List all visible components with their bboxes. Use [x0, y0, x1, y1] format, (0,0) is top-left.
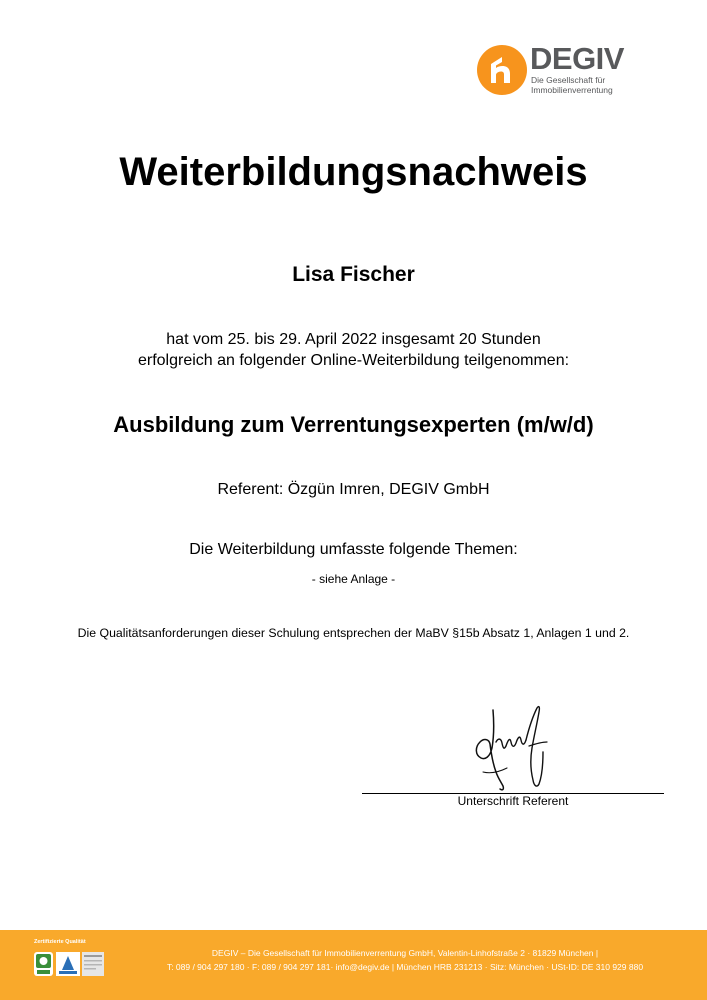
statement-line-1: hat vom 25. bis 29. April 2022 insgesamt 20 Stunden: [166, 331, 541, 348]
house-h-icon: [477, 45, 527, 95]
topics-intro: Die Weiterbildung umfasste folgende Themen:: [189, 541, 518, 558]
certification-seals-icon: [34, 950, 106, 978]
attendance-statement: [0, 329, 707, 371]
signature-label: Unterschrift Referent: [457, 794, 569, 808]
certificate-title: Weiterbildungsnachweis: [119, 150, 588, 194]
statement-line-2: erfolgreich an folgender Online-Weiterbildung teilgenommen:: [137, 352, 570, 369]
logo-wordmark: DEGIV: [530, 41, 624, 76]
footer-address-line: DEGIV – Die Gesellschaft für Immobilienverrentung GmbH, Valentin-Linhofstraße 2 · 81829 München |: [211, 948, 599, 958]
course-title: Ausbildung zum Verrentungsexperten (m/w/d): [113, 412, 594, 437]
degiv-logo: [477, 42, 637, 98]
participant-name: Lisa Fischer: [292, 263, 415, 286]
footer-contact-line: T: 089 / 904 297 180 · F: 089 / 904 297 181· info@degiv.de | München HRB 231213 · Sitz: München · USt-ID: DE 310 929 880: [166, 962, 644, 972]
annex-note: - siehe Anlage -: [311, 572, 396, 586]
quality-statement: Die Qualitätsanforderungen dieser Schulung entsprechen der MaBV §15b Absatz 1, Anlagen 1 und 2.: [77, 626, 630, 640]
footer-bar: [0, 930, 707, 1000]
certification-label: Zertifizierte Qualität: [34, 939, 86, 945]
logo-tagline-line1: Die Gesellschaft für: [531, 75, 606, 85]
handwritten-signature: [463, 702, 558, 797]
logo-tagline-line2: Immobilienverrentung: [531, 84, 613, 95]
logo-tagline: [531, 76, 641, 95]
referent-line: Referent: Özgün Imren, DEGIV GmbH: [217, 481, 490, 498]
